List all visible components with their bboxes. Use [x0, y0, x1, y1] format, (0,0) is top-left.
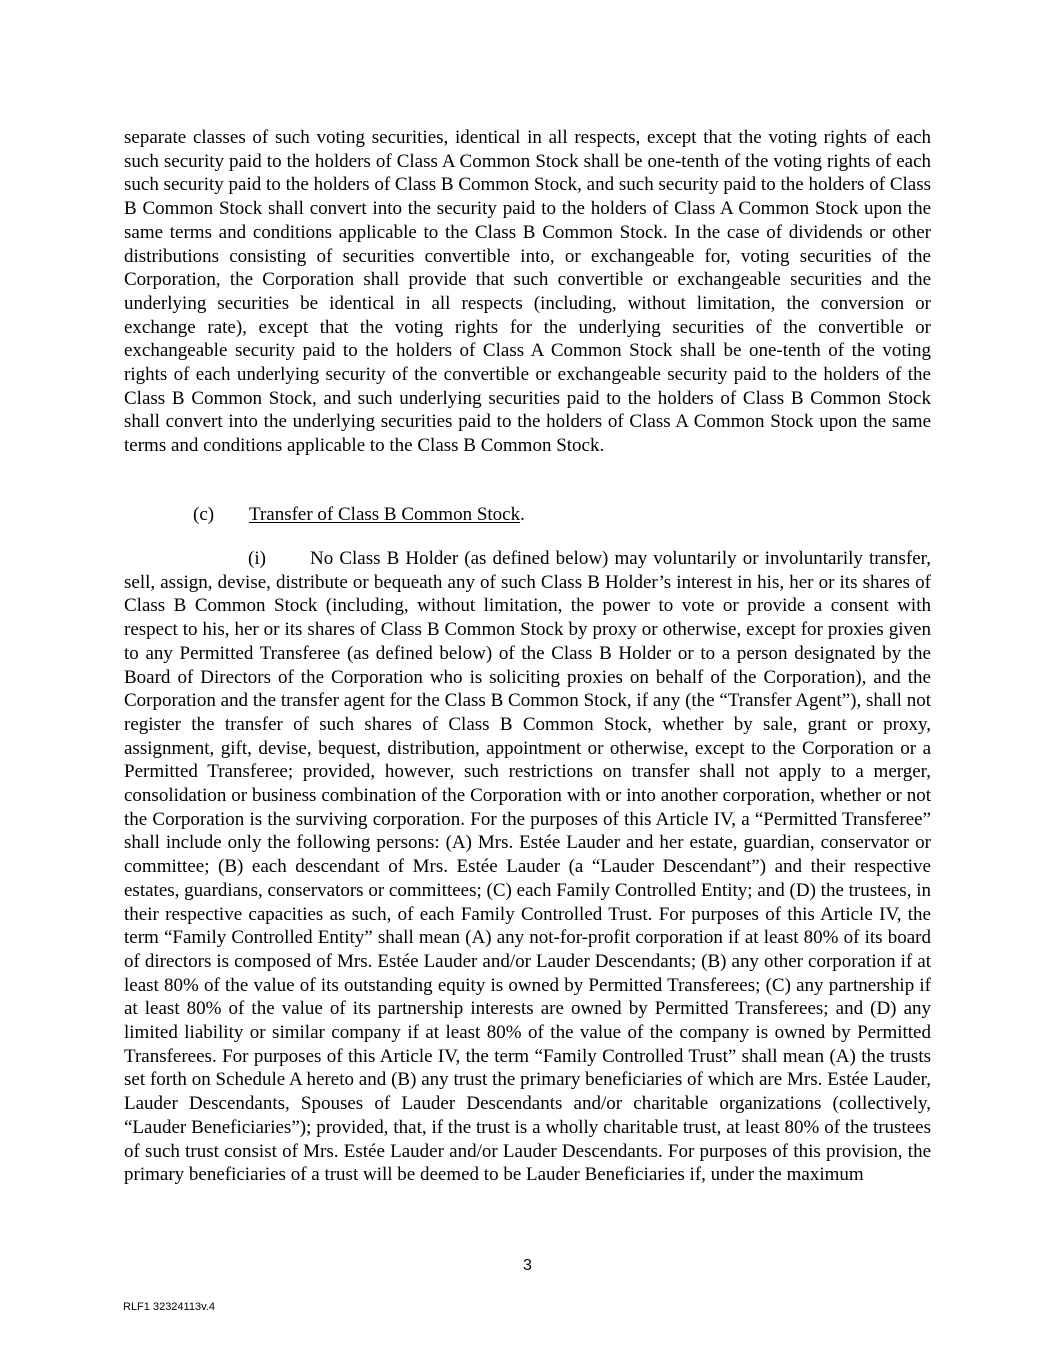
section-title-period: .: [520, 504, 525, 525]
clause-text: No Class B Holder (as defined below) may voluntarily or involuntarily transfer, sell, assign, devise, distribute or bequeath any of such Class B Holder’s interest in his, her or its shares of Class B Common Stock (including, without limitation, the power to vote or provide a consent with respect to his, her or its shares of Class B Common Stock by proxy or otherwise, except for proxies given to any Permitted Transferee (as defined below) of the Class B Holder or to a person designated by the Board of Directors of the Corporation who is soliciting proxies on behalf of the Corporation), and the Corporation and the transfer agent for the Class B Common Stock, if any (the “Transfer Agent”), shall not register the transfer of such shares of Class B Common Stock, whether by sale, grant or proxy, assignment, gift, devise, bequest, distribution, appointment or otherwise, except to the Corporation or a Permitted Transferee; provided, however, such restrictions on transfer shall not apply to a merger, consolidation or business combination of the Corporation with or into another corporation, whether or not the Corporation is the surviving corporation. For the purposes of this Article IV, a “Permitted Transferee” shall include only the following persons: (A) Mrs. Estée Lauder and her estate, guardian, conservator or committee; (B) each descendant of Mrs. Estée Lauder (a “Lauder Descendant”) and their respective estates, guardians, conservators or committees; (C) each Family Controlled Entity; and (D) the trustees, in their respective capacities as such, of each Family Controlled Trust. For purposes of this Article IV, the term “Family Controlled Entity” shall mean (A) any not-for-profit corporation if at least 80% of its board of directors is composed of Mrs. Estée Lauder and/or Lauder Descendants; (B) any other corporation if at least 80% of the value of its outstanding equity is owned by Permitted Transferees; (C) any partnership if at least 80% of the value of its partnership interests are owned by Permitted Transferees; and (D) any limited liability or similar company if at least 80% of the value of the company is owned by Permitted Transferees. For purposes of this Article IV, the term “Family Controlled Trust” shall mean (A) the trusts set forth on Schedule A hereto and (B) any trust the primary beneficiaries of which are Mrs. Estée Lauder, Lauder Descendants, Spouses of Lauder Descendants and/or charitable organizations (collectively, “Lauder Beneficiaries”); provided, that, if the trust is a wholly charitable trust, at least 80% of the trustees of such trust consist of Mrs. Estée Lauder and/or Lauder Descendants. For purposes of this provision, the primary beneficiaries of a trust will be deemed to be Lauder Beneficiaries if, under the maximum: [124, 548, 931, 1186]
clause-paragraph-i: [124, 547, 931, 1187]
section-title: Transfer of Class B Common Stock: [249, 504, 521, 525]
section-heading-c: [193, 503, 525, 527]
clause-number: (i): [248, 548, 266, 569]
section-number: (c): [193, 504, 215, 525]
body-paragraph-voting-securities: separate classes of such voting securities, identical in all respects, except that the voting rights of each such security paid to the holders of Class A Common Stock shall be one-tenth of the voting rights of each such security paid to the holders of Class B Common Stock, and such security paid to the holders of Class B Common Stock shall convert into the security paid to the holders of Class A Common Stock upon the same terms and conditions applicable to the Class B Common Stock. In the case of dividends or other distributions consisting of securities convertible into, or exchangeable for, voting securities of the Corporation, the Corporation shall provide that such convertible or exchangeable securities and the underlying securities be identical in all respects (including, without limitation, the conversion or exchange rate), except that the voting rights for the underlying securities of the convertible or exchangeable security paid to the holders of Class A Common Stock shall be one-tenth of the voting rights of each underlying security of the convertible or exchangeable security paid to the holders of the Class B Common Stock, and such underlying securities paid to the holders of Class B Common Stock shall convert into the underlying securities paid to the holders of Class A Common Stock upon the same terms and conditions applicable to the Class B Common Stock.: [124, 127, 931, 457]
page-number: 3: [523, 1257, 532, 1274]
document-id: RLF1 32324113v.4: [123, 1301, 215, 1313]
